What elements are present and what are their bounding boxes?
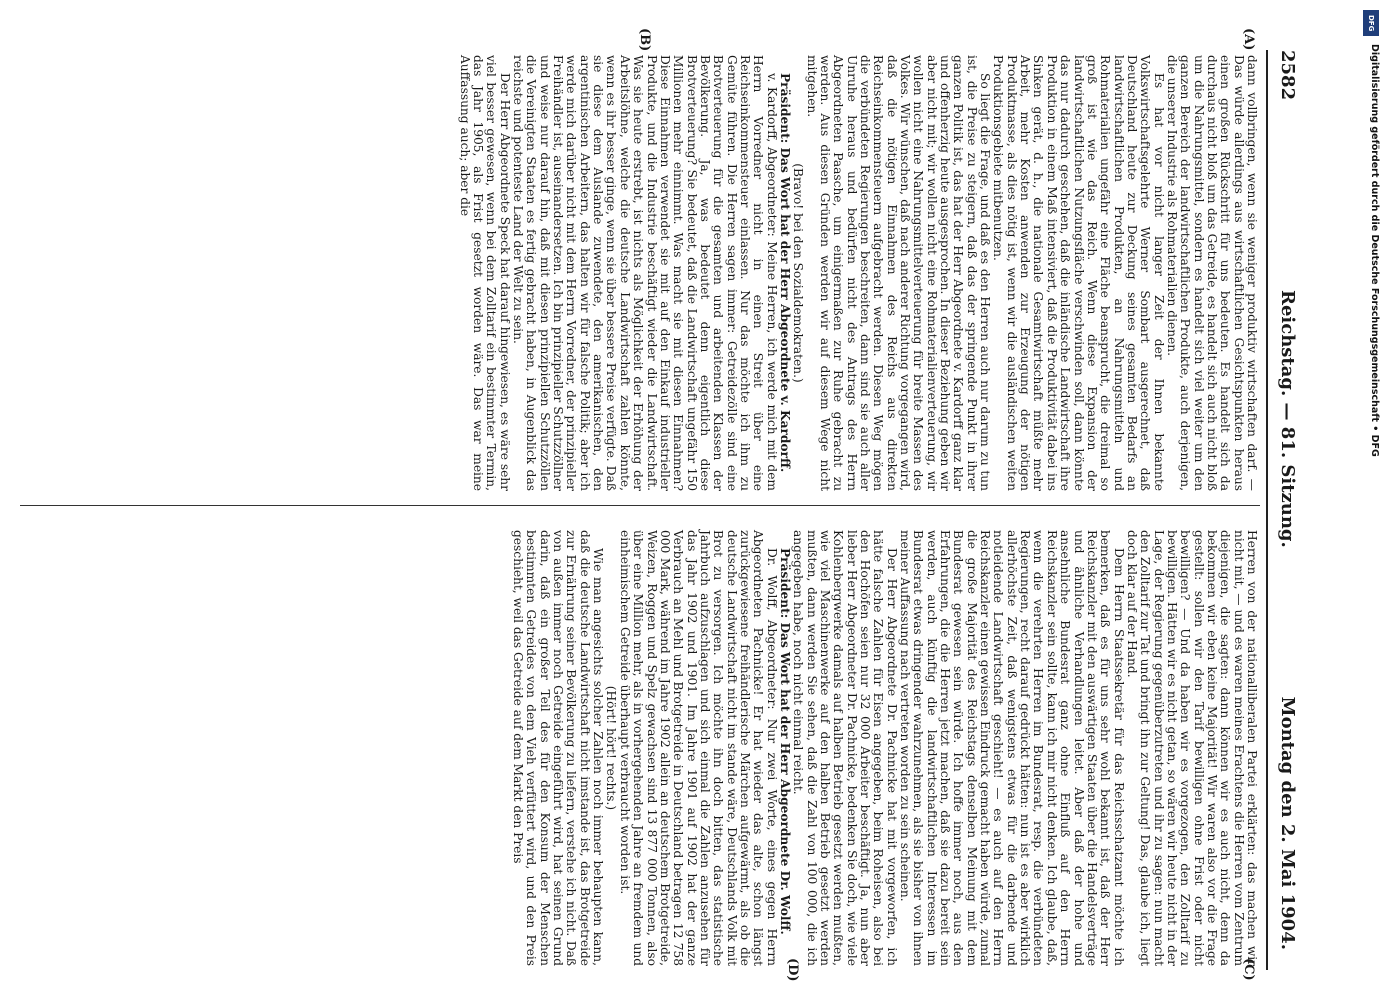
paragraph: So liegt die Frage, und daß es den Herren auch nur darum zu tun ist, die Preise zu steigern, daß das der springende Punkt in ihrer ganzen Politik ist, das hat der Herr Abgeordnete v. Kardorff ganz klar und offenherzig heute ausgesprochen. In dieser Beziehung geben wir aber nicht mit; wir wollen nicht eine Rohmaterialienverteuerung, wir wollen nicht eine Nahrungsmittelverteuerung für breite Massen des Volkes. Wir wünschen, daß nach anderer Richtung vorgegangen wird, daß die nötigen Einnahmen des Reichs aus direkten Reichseinkommensteuern aufgebracht werden. Diesen Weg mögen die verbündeten Regierungen beschreiten, dann sind sie auch aller Unruhe heraus und bedürfen nicht des Antrags des Herrn Abgeordneten Paasche, um einigermaßen zur Ruhe gebracht zu werden. Aus diesen Gründen werden wir auf diesem Wege nicht mitgehen. [804, 55, 993, 491]
left-column [457, 55, 1258, 491]
page-header [1270, 50, 1300, 970]
paragraph: Es hat vor nicht langer Zeit der Ihnen bekannte Volkswirtschaftsgelehrte Werner Sombart ausgerechnet, daß Deutschland heute zur Deckung seines gesamten Bedarfs an landwirtschaftlichen Produkten, an Nahrungsmitteln und Rohmaterialien ungefähr eine Fläche beansprucht, die dreimal so groß ist wie das Reich. Wenn diese Expansion der landwirtschaftlichen Nutzungsfläche verschwinden soll, dann könnte das nur dadurch geschehen, daß die inländische Landwirtschaft ihre Produktion in einem Maß intensiviert, daß die Produktivität dabei ins Sinken gerät, d. h., die nationale Gesamtwirtschaft müßte mehr Arbeit, mehr Kosten anwenden zur Erzeugung der nötigen Produktmasse, als dies nötig ist, wenn wir die ausländischen weiten Produktionsgebiete mitbenutzen. [991, 55, 1166, 491]
interjection: (Bravo! bei den Sozialdemokraten.) [791, 163, 806, 383]
session-title: Reichstag. — 81. Sitzung. [1277, 290, 1298, 548]
margin-mark-d: (D) [785, 958, 800, 982]
dfg-logo: DFG [1363, 10, 1379, 36]
digitization-credit [1362, 4, 1380, 994]
margin-mark-a: (A) [1241, 28, 1256, 51]
speaker-paragraph: Präsident: Das Wort hat der Herr Abgeordnete Dr. Wolff. [777, 548, 792, 935]
credit-text: Digitalisierung gefördert durch die Deutsche Forschungsgemeinschaft • DFG [1369, 44, 1380, 457]
column-divider [20, 505, 1260, 506]
speaker-paragraph: Präsident: Das Wort hat der Herr Abgeordnete v. Kardorff. [777, 73, 792, 473]
session-date: Montag den 2. Mai 1904. [1277, 696, 1298, 950]
paragraph: Wie man angesichts solcher Zahlen noch immer behaupten kann, daß die deutsche Landwirtschaft nicht imstande ist, das Brotgetreide zur Ernährung seiner Bevölkerung zu liefern, verstehe ich nicht. Daß von außen immer noch Getreide eingeführt wird, hat seinen Grund darin, daß ein großer Teil des für den Konsum der Menschen bestimmten Getreides von dem Vieh verfüttert wird, und den Preis geschieht, weil das Getreide auf dem Markt den Preis [511, 530, 606, 966]
paragraph: Herren von der nationalliberalen Partei erklärten: das machen wir nicht mit, — und es waren meines Erachtens die Herren vom Zentrum diejenigen, die sagten: dann können wir es auch nicht, denn da bekommen wir eben keine Majorität! Wir waren also vor die Frage gestellt: sollen wir den Tarif bewilligen ohne Frist oder nicht bewilligen? — Und da haben wir es vorgezogen, den Zolltarif zu bewilligen. Hätten wir es nicht getan, so wären wir heute nicht in der Lage, der Regierung gegenüberzutreten und ihr zu sagen: nun macht den Zolltarif zur Tat und bringt ihn zur Geltung! Das, glaube ich, liegt doch klar auf der Hand. [1124, 530, 1259, 966]
interjection: (Hört! hört! rechts.) [604, 685, 619, 811]
paragraph: dann vollbringen, wenn sie weniger produktiv wirtschaften darf. — Das würde allerdings aus wirtschaftlichen Gesichtspunkten heraus einen großen Rückschritt für uns bedeuten. Es handelt sich da durchaus nicht bloß um das Getreide, es handelt sich auch nicht bloß um die Nahrungsmittel, sondern es handelt sich viel weiter um den ganzen Bereich der landwirtschaftlichen Produkte, auch derjenigen, die unserer Industrie als Rohmaterialien dienen. [1164, 55, 1259, 491]
page-number: 2582 [1277, 50, 1298, 101]
margin-mark-b: (B) [637, 28, 652, 52]
right-column [511, 530, 1258, 966]
paragraph: Der Herr Abgeordnete Dr. Pachnicke hat mit vorgeworfen, ich hätte falsche Zahlen für Eisen angegeben, beim Roheisen, also bei den Hochöfen seien nur 32 000 Arbeiter beschäftigt. Ja, nun aber lieber Herr Abgeordneter Dr. Pachnicke, bedenken Sie doch, wie viele Kohlenbergwerke damals auf halben Betrieb gesetzt werden mußten, wie viel Maschinenwerke auf den halben Betrieb gesetzt werden mußten, dann werden Sie sehen, daß die Zahl von 100 000, die ich angegeben habe, noch nicht einmal reicht. [791, 530, 899, 966]
paragraph: Dr. Wolff, Abgeordneter: Nur zwei Worte, eines gegen Herrn Abgeordneten Pachnicke! Er hat wieder das alte, schon längst zurückgewiesene freihändlerische Märchen aufgewärmt, als ob die deutsche Landwirtschaft nicht im stande wäre, Deutschlands Volk mit Brot zu versorgen. Ich möchte ihn doch bitten, das statistische Jahrbuch aufzuschlagen und sich einmal die Zahlen anzusehen für das Jahr 1902 und 1901. Im Jahre 1901 auf 1902 hat der ganze Verbrauch an Mehl und Brotgetreide in Deutschland betragen 12 758 000 Mark, während im Jahre 1902 allein an deutschem Brotgetreide, Weizen, Roggen und Spelz gewachsen sind 13 877 000 Tonnen, also über eine Million mehr, als in vorhergehenden Jahre an fremdem und einheimischem Getreide überhaupt verbraucht worden ist. [617, 530, 779, 966]
paragraph: Dem Herrn Staatssekretär für das Reichsschatzamt möchte ich bemerken, daß es für uns sehr wohl bekannt ist, daß der Herr Reichskanzler mit den auswärtigen Staaten über die Handelsverträge und ähnliche Verhandlungen leitet. Aber daß der hohe und ansehnliche Bundesrat ganz ohne Einfluß auf den Herrn Reichskanzler sein sollte, kann ich mir nicht denken. Ich glaube, daß, wenn die verehrten Herren im Bundesrat, resp. die verbündeten Regierungen, recht darauf gedrückt hätten: nun ist es aber wirklich allerhöchste Zeit, daß wenigstens etwas für die darbende und notleidende Landwirtschaft geschieht! — es auch auf den Herrn Reichskanzler einen gewissen Eindruck gemacht haben würde, zumal die große Majorität des Reichstags denselben Meinung mit dem Bundesrat gewesen sein würde. Ich hoffe immer noch, aus den Erfahrungen, die die Herren jetzt machen, daß sie dazu bereit sein werden, auch künftig die landwirtschaftlichen Interessen im Bundesrat etwas dringender wahrzunehmen, als sie bisher von ihnen meiner Auffassung nach vertreten worden zu sein scheinen. [898, 530, 1126, 966]
header-rule [1266, 50, 1268, 970]
margin-mark-c: (C) [1241, 958, 1256, 981]
paragraph: Der Herr Abgeordnete Speck hat darauf hingewiesen, es wäre sehr viel besser gewesen, wenn bei dem Zolltarif ein bestimmter Termin, das Jahr 1905, als Frist gesetzt worden wäre. Das war meine Auffassung auch; aber die [457, 55, 512, 491]
paragraph: v. Kardorff, Abgeordneter: Meine Herren, ich werde mich mit dem Herrn Vorredner nicht in einen Streit über eine Reichseinkommensteuer einlassen. Nur das möchte ich ihm zu Gemüte führen. Die Herren sagen immer: Getreidezölle sind eine Brotverteuerung für die gesamten und arbeitenden Klassen der Bevölkerung. Ja, was bedeutet denn eigentlich diese Brotverteuerung? Sie bedeutet, daß die Landwirtschaft ungefähr 150 Millionen mehr einnimmt. Was macht sie mit diesen Einnahmen? Diese Einnahmen verwendet sie mit auf den Einkauf industrieller Produkte, und die Industrie beschäftigt wieder die Landwirtschaft. Was sie heute erstrebt, ist nichts als Möglichkeit der Erhöhung der Arbeitslöhne, welche die deutsche Landwirtschaft zahlen könnte, wenn es ihr besser ginge, wenn sie über bessere Preise verfügte. Daß sie diese dem Auslande zuwendete, den amerikanischen, den argentinischen Arbeitern, das halten wir für falsche Politik; aber ich werde mich darüber nicht mit dem Herrn Vorredner, der prinzipieller Freihändler ist, auseinandersetzen. Ich bin prinzipieller Schutzzöllner und weise nur darauf hin, daß mit diesen prinzipiellen Schutzzöllen die Vereinigten Staaten es fertig gebracht haben, in Augenblick das reichste und potenteste Land der Welt zu sein. [511, 55, 779, 491]
